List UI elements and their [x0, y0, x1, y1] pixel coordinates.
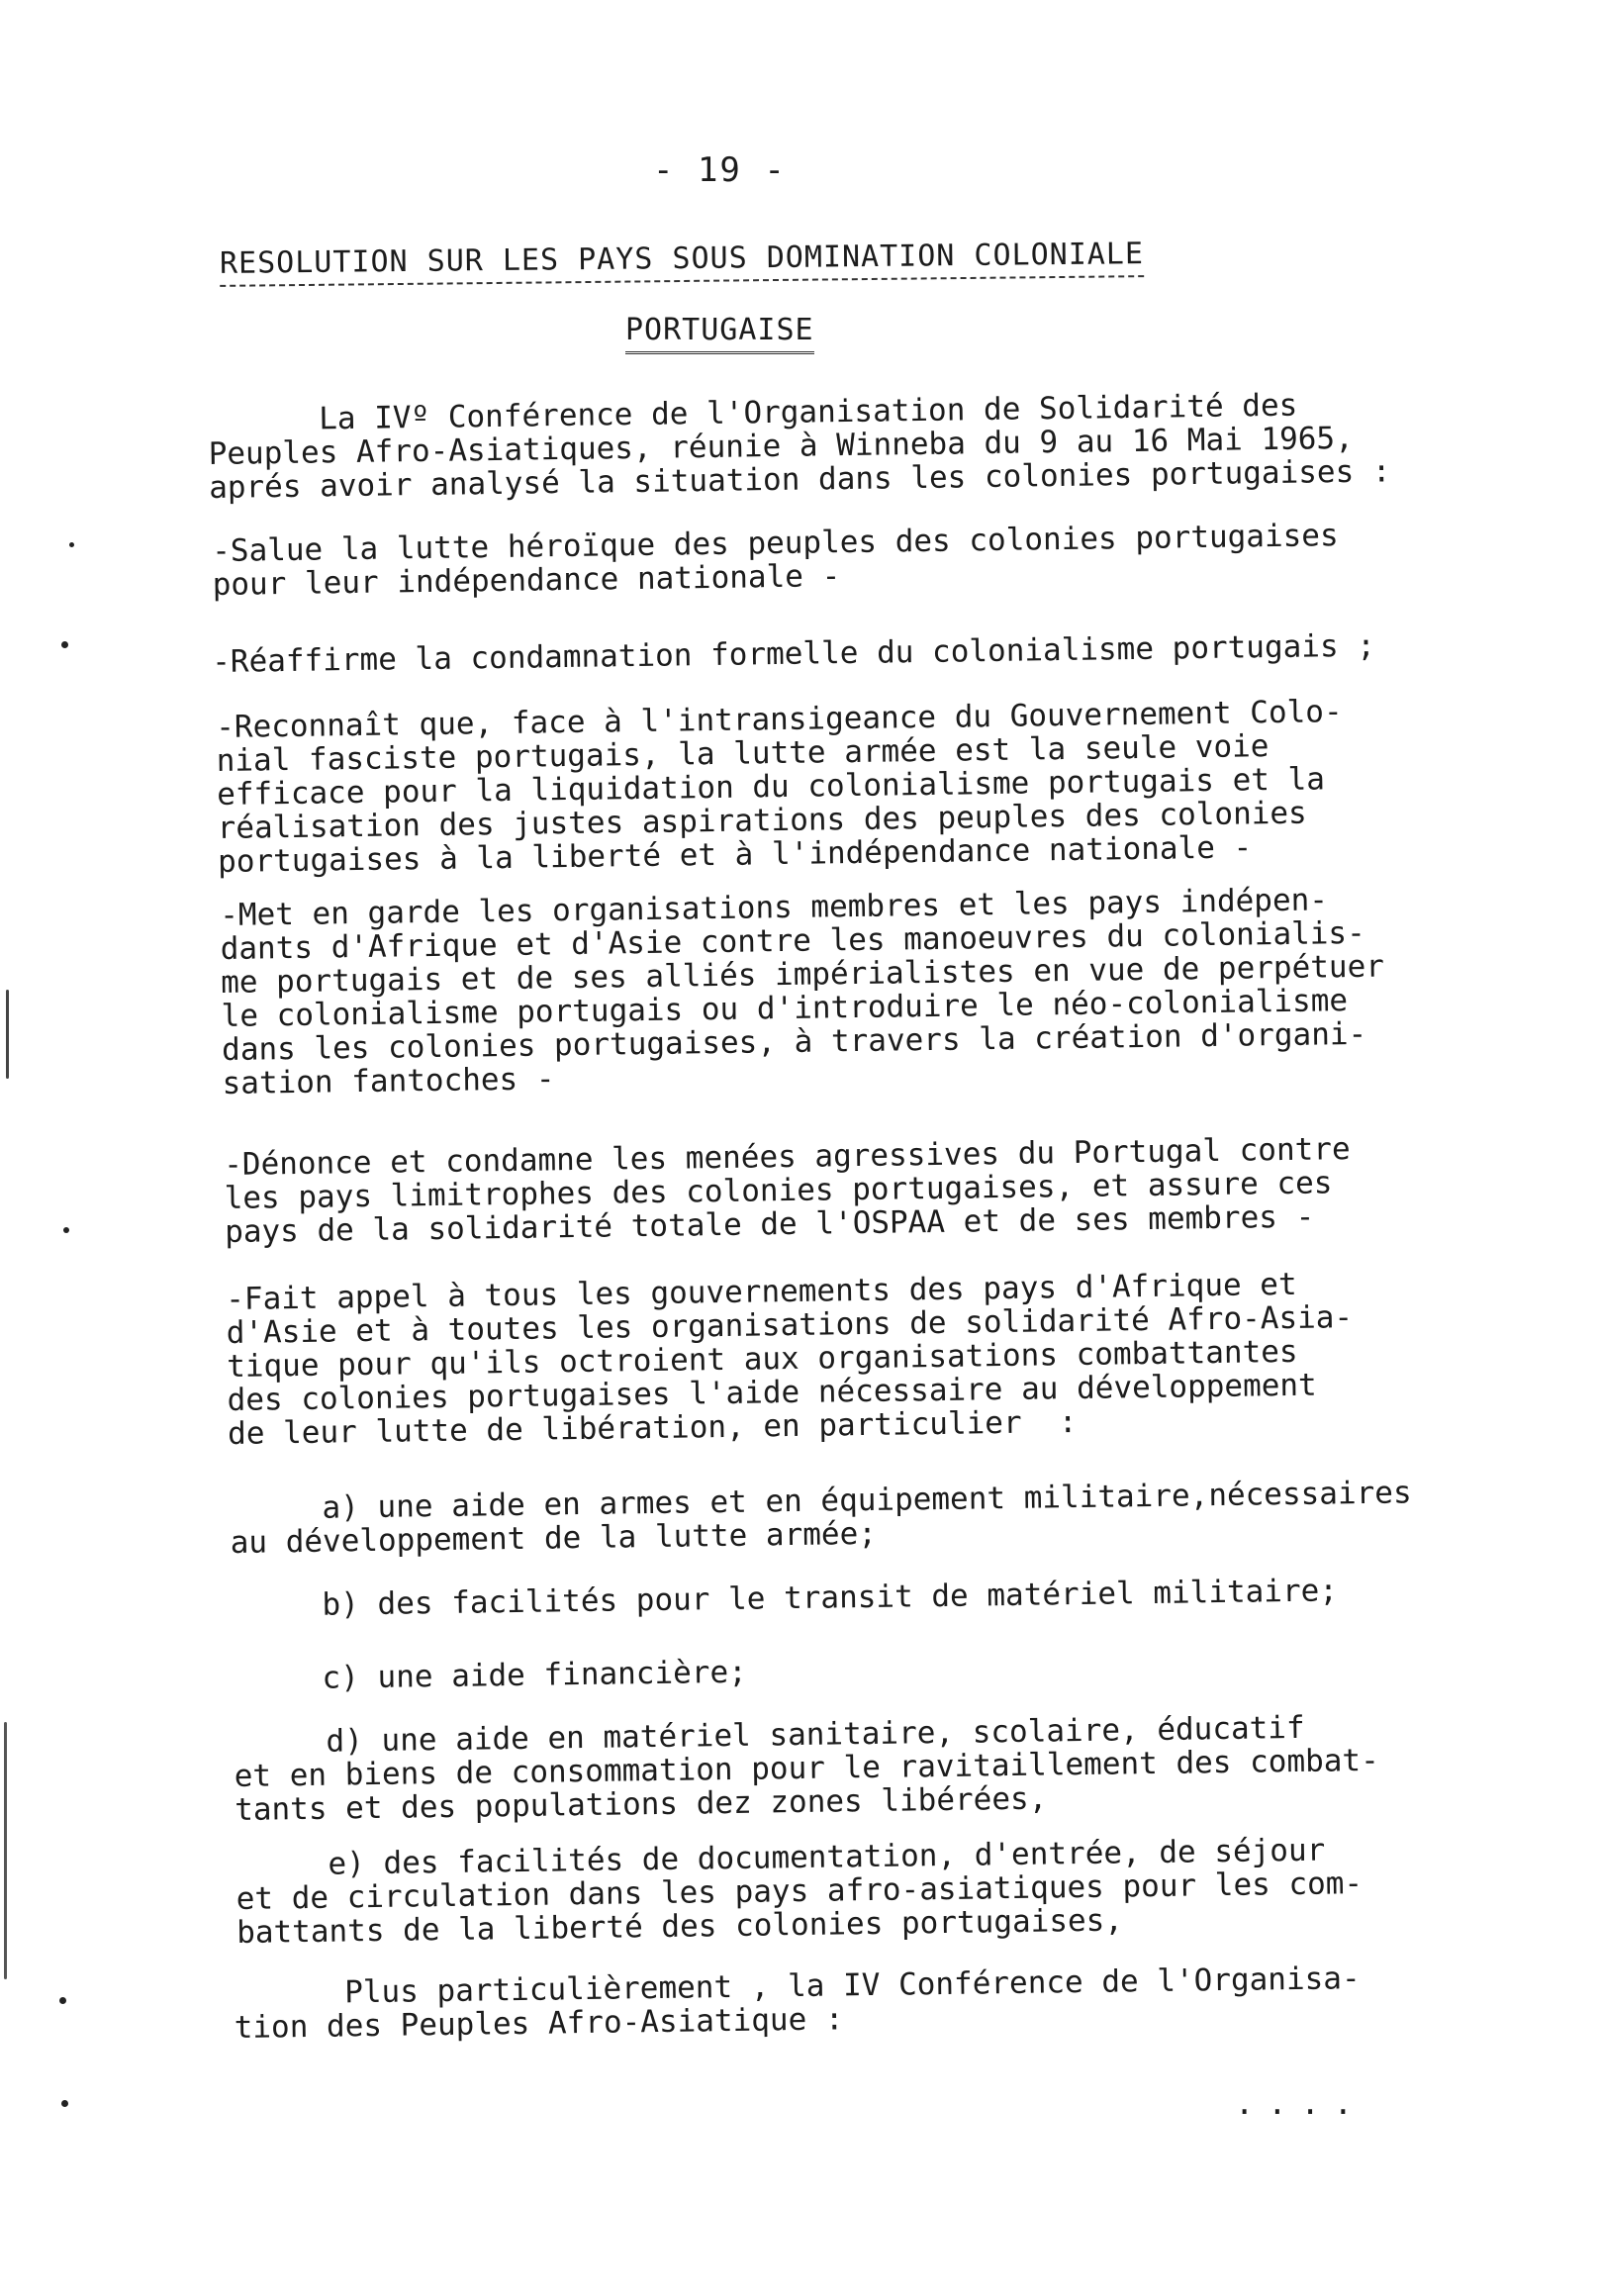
item-b: b) des facilités pour le transit de matériel militaire; [229, 1573, 1339, 1624]
item-a: a) une aide en armes et en équipement militaire,nécessaires au développement de la lutte armée; [229, 1475, 1412, 1561]
paragraph-reaffirme: -Réaffirme la condamnation formelle du colonialisme portugais ; [211, 627, 1376, 680]
paragraph-salue: -Salue la lutte héroïque des peuples des colonies portugaises pour leur indépendance nationale - [211, 518, 1339, 603]
closing-paragraph: Plus particulièrement , la IV Conférence de l'Organisa- tion des Peuples Afro-Asiatique : [233, 1961, 1361, 2046]
scan-speck [59, 1997, 66, 2004]
paragraph-fait-appel: -Fait appel à tous les gouvernements des pays d'Afrique et d'Asie et à toutes les organisations de solidarité Afro-Asia- tique pour qu'ils octroient aux organisations combattantes des colonies portugaises l'aide nécessaire au développement de leur lutte de libération, en particulier : [225, 1266, 1354, 1452]
intro-paragraph: La IVº Conférence de l'Organisation de Solidarité des Peuples Afro-Asiatiques, réunie à Winneba du 9 au 16 Mai 1965, aprés avoir analysé la situation dans les colonies portugaises : [207, 387, 1391, 506]
paragraph-reconnait: -Reconnaît que, face à l'intransigeance du Gouvernement Colo- nial fasciste portugais, la lutte armée est la seule voie efficace pour la liquidation du colonialisme portugais et la réalisation des justes aspirations des peuples des colonies portugaises à la liberté et à l'indépendance nationale - [215, 694, 1343, 880]
scan-speck [61, 2100, 68, 2107]
paragraph-met-en-garde: -Met en garde les organisations membres et les pays indépen- dants d'Afrique et d'Asie contre les manoeuvres du colonialis- me portugais et de ses alliés impérialistes en vue de perpétuer le colonialisme portugais ou d'introduire le néo-colonialisme dans les colonies portugaises, à travers la création d'organi- sation fantoches - [219, 882, 1385, 1101]
scan-speck [63, 1227, 69, 1233]
paragraph-denonce: -Dénonce et condamne les menées agressives du Portugal contre les pays limitrophes des colonies portugaises, et assure ces pays de la solidarité totale de l'OSPAA et de ses membres - [223, 1131, 1351, 1250]
item-c: c) une aide financière; [229, 1654, 748, 1697]
scan-edge-mark [4, 1722, 7, 1979]
title-line-1: RESOLUTION SUR LES PAYS SOUS DOMINATION COLONIALE [220, 237, 1144, 287]
scan-edge-mark [6, 990, 9, 1079]
page-number: - 19 - [653, 150, 787, 190]
item-e: e) des facilités de documentation, d'entrée, de séjour et de circulation dans les pays afro-asiatiques pour les com- battants de la liberté des colonies portugaises, [235, 1832, 1364, 1951]
continuation-dots: .... [1235, 2084, 1367, 2122]
scan-speck [69, 542, 74, 547]
scan-speck [61, 641, 68, 648]
title-line-2: PORTUGAISE [625, 313, 814, 354]
item-d: d) une aide en matériel sanitaire, scolaire, éducatif et en biens de consommation pour le ravitaillement des combat- tants et des populations dez zones libérées, [233, 1709, 1380, 1828]
